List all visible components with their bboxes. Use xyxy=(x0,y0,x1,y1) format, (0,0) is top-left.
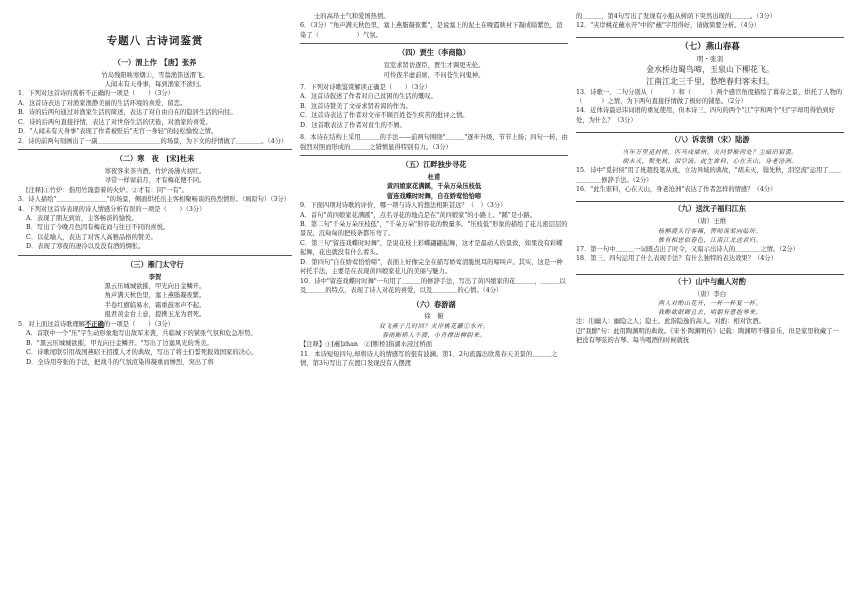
poem-line: 宣室求贤访逐臣，贾生才调更无伦。 xyxy=(383,62,485,70)
option-c: C．第三句"留连戏蝶时时舞"，是说花枝上彩蝶翩翩起舞，这才是最动人的景致，如果没有彩蝶起舞，花也就没有什么看头。 xyxy=(300,239,563,257)
option-a: A．首句"黄四娘家花满蹊"，点名寻花的地点是在"黄四娘家"的小路上。"蹊"是小路。 xyxy=(300,211,537,219)
option-b: B．"黑云压城城欲摧，甲光向日金鳞开。"写出了边塞风光的秀美。 xyxy=(26,339,213,347)
note: 注：⑴幽人：幽隐之人；隐士。此指隐逸的高人。对酌：相对饮酒。 xyxy=(576,318,765,326)
option-b: B．写出了今晚月色因有梅花而与往日不同的喜悦。 xyxy=(26,224,170,232)
section-10-heading: （十）山中与幽人对酌 xyxy=(576,274,844,288)
poem-author: （唐）王维 xyxy=(693,217,727,226)
poem-line: 惟有相思似春色，江南江北送君归。 xyxy=(657,236,762,244)
poem-line: 人闻未有天身事，每到渔家不欲归。 xyxy=(104,80,206,88)
question-18: 18．第三、四句运用了什么表现手法？有什么独特的表达效果？（4分） xyxy=(576,255,777,263)
divider xyxy=(300,155,568,156)
note: ⑵"我醉"句：此用陶渊明的典故。《宋书·陶渊明传》记载：陶渊明不懂音乐，但是家里收藏了一把没有琴弦的古琴。每当喝酒的时候就抚 xyxy=(576,327,839,345)
section-4-heading: （四）贾生（李商隐） xyxy=(398,48,470,58)
poem-line: 金水桥边蜀鸟啼，玉泉山下柳花飞。 xyxy=(646,65,774,75)
q5-text: 5．对上面这首诗歌理解 xyxy=(18,320,85,328)
column-left xyxy=(18,12,292,587)
poem-line: 留连戏蝶时时舞，自在娇莺恰恰啼 xyxy=(386,192,482,200)
poem-line: 寻常一样窗前月，才有梅花便不同。 xyxy=(104,177,206,185)
poem-line: 当年万里觅封侯，匹马戍梁州。关河梦断何处？尘暗旧貂裘。 xyxy=(622,149,798,157)
question-12: 12．"夹岸桃花蘸水开"中的"蘸"字用得好，请做简要分析。（4分） xyxy=(576,22,761,30)
option-a: A．表现了朋友到访，主客畅谈的愉悦。 xyxy=(26,215,138,223)
poem-line: 我醉欲眠卿且去，明朝有意抱琴来。 xyxy=(657,309,762,317)
poem-line: 双飞燕子几时回？夹岸桃花蘸①水开。 xyxy=(378,323,490,331)
question-10: 10．诗中"留连戏蝶时时舞"一句用了＿＿＿的修辞手法，写出了黄四娘家的花＿＿＿，＿＿＿以及＿＿＿的特点，表现了诗人对花的喜爱，以及＿＿＿＿的心情。（4分） xyxy=(300,277,566,295)
question-14: 14．近体诗最忌讳词语的重复使用，但本诗三、四句的两个"江"字和两个"归"字却用得恰到好处，为什么？（3分） xyxy=(576,107,835,124)
section-1-heading: （一）渭上作 【唐】张养 xyxy=(113,57,197,67)
question-11: 11．本诗短短四句,却将诗人的情感写的很有波澜。第1、2句流露出欣赏春天美景的＿＿＿之情，第3句写出了在渡口发现没有人摆渡 xyxy=(300,350,558,367)
option-d: D．第四句"自在娇莺恰恰啼"，表面上好像完全在描写娇莺清脆悦耳的啼叫声。其实，这是一种衬托手法，主要是在表现黄四娘家花儿的美丽与魅力。 xyxy=(300,258,563,276)
poem-line: 寒夜客来茶当酒，竹炉汤沸火初红。 xyxy=(104,167,206,175)
option-c: C．这首诗表达了作者对文帝不顾百姓苍生疾苦的批评之情。 xyxy=(300,112,469,120)
question-9: 9．下面四项对诗歌的评价，哪一项与诗人的想法相距甚远？（ ）（3分） xyxy=(300,202,507,210)
option-c: C．诗歌尾联引用战国燕昭王招揽人才的典故，写出了将士们誓死报效国家的决心。 xyxy=(26,349,258,357)
option-d: D．全诗用夸张的手法，把战斗的气氛渲染得凝重而惨烈，突出了将 xyxy=(26,358,214,366)
section-3-heading: （三）雁门太守行 xyxy=(126,259,184,269)
column-right xyxy=(576,12,844,587)
poem-line: 竹岛残阳映寒烟①，雪翁渔笛送渭飞。 xyxy=(101,71,209,79)
section-6-heading: （六）春游湖 xyxy=(412,299,456,309)
divider xyxy=(18,149,292,150)
question-4: 4．下列对这首诗表现的诗人情感分析有误的一项是（ ）（3分） xyxy=(18,205,206,213)
option-a: A．首联中一个"压"字生动形象地写出敌军来袭，兵临城下的紧张气氛和危急形势。 xyxy=(26,330,257,338)
poem-line: 春雨断桥人不渡，小舟撑出柳阴来。 xyxy=(381,332,486,340)
poem-line: 杨柳渡头行客稀，罟师荡桨向临圻。 xyxy=(657,227,762,235)
note: 【注释】①[蘸]zhan ②[断桥]指湖水浸过桥面 xyxy=(300,341,433,349)
option-d: D．这首歌表达了作者对贫生的不屑。 xyxy=(300,121,406,129)
page-title: 专题八 古诗词鉴赏 xyxy=(106,35,204,47)
poem-line: 江南江北三千里，愁绝春归客未归。 xyxy=(646,76,774,86)
question-17: 17．第一句中＿＿＿一词既点出了时令，又暗示出诗人的＿＿＿＿之情。（2分） xyxy=(576,245,799,253)
poem-line: 两人对酌山花开，一杯一杯复一杯。 xyxy=(657,300,762,308)
note: [注释]①竹炉：指用竹篾套着的火炉。②才有：同"一有"。 xyxy=(26,186,188,194)
poem-line: 可怜夜半虚前席，不问苍生问鬼神。 xyxy=(383,71,485,79)
continued-text: 的＿＿＿，第4句写出了发现有小船从树荫下突然出现的＿＿＿。（3分） xyxy=(576,13,777,20)
option-b: B．这首诗赞美了文帝求贤若渴的作为。 xyxy=(300,102,412,110)
poem-line: 黄四娘家花满蹊，千朵万朵压枝低 xyxy=(386,183,482,191)
question-2: 2．诗的前两句刻画出了一副＿＿＿＿＿＿＿＿＿＿的场景，为下文的抒情做了＿＿＿＿。（4分） xyxy=(18,137,288,145)
question-15: 15．诗中"觅封侯"用了班超投笔从戎，立功异域的典故，"胡未灭，鬓先秋，泪空流"运用了＿＿＿＿＿＿修辞手法。（2分） xyxy=(576,167,842,184)
option-a: A．这首诗表达了对渔家渔静美丽的生活环境的喜爱、留恋。 xyxy=(18,99,187,107)
poem-line: 黑云压城城欲摧，甲光向日金鳞开。 xyxy=(104,283,206,291)
question-1: 1．下列对这首诗的赏析不正确的一项是（ ）（3分） xyxy=(18,90,174,98)
option-b: B．诗的后两句通过对渔家生活的简述，表达了对自由自在的隐居生活的向往。 xyxy=(18,109,237,117)
poem-line: 报君黄金台上意，提携玉龙为君死。 xyxy=(104,311,206,319)
question-3: 3．诗人描绘"＿＿＿＿＿＿＿＿"的场景，侧面烘托出主客相聚畅谈的热烈情形。（填原句）（3分） xyxy=(18,196,290,204)
poem-author: 明・张羽 xyxy=(697,54,723,63)
section-2-heading: （二）寒 夜 [宋]杜耒 xyxy=(115,154,195,164)
poem-author: 李贺 xyxy=(148,273,162,281)
divider xyxy=(18,255,292,256)
option-a: A．这首诗叙述了作者对自己贫困的生活的慨叹。 xyxy=(300,93,437,101)
option-c: C．以花喻人，表达了对客人高雅品格的赞美。 xyxy=(26,233,157,241)
poem-line: 半卷红旗临易水，霜重鼓寒声不起。 xyxy=(104,301,206,309)
section-7-heading: （七）燕山春暮 xyxy=(680,41,740,52)
option-d: D．"人闻未有天身事"表现了作者被贬后"无官一身轻"的轻松愉悦之情。 xyxy=(18,128,218,136)
question-5 xyxy=(18,320,292,329)
option-b: B．第二句"千朵万朵压枝低"，"千朵万朵"形容花的数量多。"压枝低"形象的描绘了花儿密层层的景况，沉甸甸的把枝条都压弯了。 xyxy=(300,221,568,238)
divider xyxy=(576,37,844,38)
poem-line: 胡未灭，鬓先秋，泪空流。此生谁料，心在天山，身老沧洲。 xyxy=(622,158,798,166)
poem-author: 杜甫 xyxy=(427,173,441,181)
question-7: 7．下列对诗歌鉴赏解读正确是（ ）（3分） xyxy=(300,83,431,91)
poem-line: 角声满天秋色里，塞上燕脂凝夜紫。 xyxy=(104,292,206,300)
q5-emphasis: 不正确 xyxy=(84,320,104,328)
continued-text: 士的高昂士气和爱国热情。 xyxy=(314,13,390,20)
option-c: C．诗的后两句直接抒情，表达了对世俗生活的厌倦，对渔家的喜爱。 xyxy=(18,118,212,126)
question-6: 6．（3分）"角声满天秋色里，塞上燕脂凝夜紫"，是说塞上的泥土在晚霞映衬下凝成暗紫色，渲染了（ ）气氛。 xyxy=(300,22,563,39)
poem-author: 徐 俯 xyxy=(424,312,444,321)
question-16: 16．"此生谁料，心在天山，身老沧洲"表达了作者怎样的情感？（4分） xyxy=(576,185,777,193)
section-5-heading: （五）江畔独步寻花 xyxy=(401,160,467,170)
column-middle xyxy=(300,12,568,587)
section-8-heading: （八）诉衷情（宋）陆游 xyxy=(576,132,844,146)
question-13: 13．诗歌一、二句分别从（ ）和（ ）两个感官角度描绘了暮春之景，烘托了人物的（ ）之情，为下两句直接抒情做了极好的铺垫。（2分） xyxy=(576,88,843,105)
question-8: 8．本诗在结构上采用＿＿＿的手法——前两句围绕"＿＿＿"逐步升级，节节上扬；四句一转，由强烈对照而形成的＿＿＿之错愤显得特别有力。（3分） xyxy=(300,134,568,151)
section-9-heading: （九）送沈子福归江东 xyxy=(576,201,844,215)
divider xyxy=(300,43,568,44)
option-d: D．表现了寒夜的凄冷以及没有酒的惆怅。 xyxy=(26,243,145,251)
q5-text-end: 的一项是（ ）（3分） xyxy=(103,320,174,328)
poem-author: （唐）李白 xyxy=(693,289,727,298)
